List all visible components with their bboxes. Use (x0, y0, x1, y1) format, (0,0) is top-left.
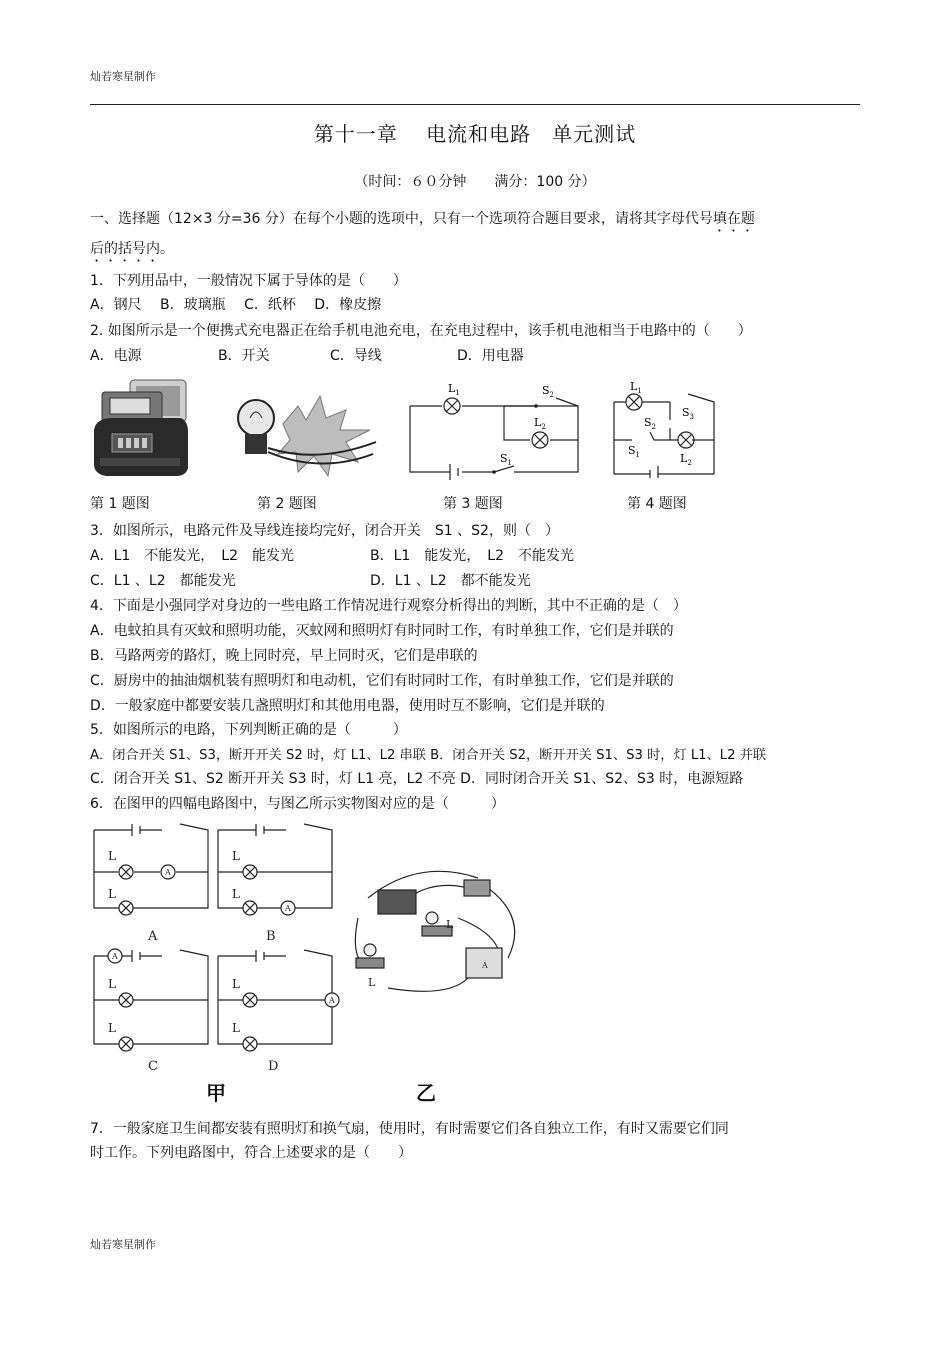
figure-6-label-b: B (266, 929, 276, 944)
svg-text:L1: $L_1$ (448, 382, 460, 397)
svg-text:A: A (165, 868, 171, 877)
question-1: 1．下列用品中，一般情况下属于导体的是（ ） (90, 273, 407, 289)
svg-text:L: L (232, 1021, 240, 1035)
question-5-options-ab: A．闭合开关 S1、S3，断开开关 S2 时，灯 L1、L2 串联 B．闭合开关 S2，断开开关 S1、S3 时，灯 L1、L2 并联 (90, 748, 767, 763)
question-7-line-2: 时工作。下列电路图中，符合上述要求的是（ ） (90, 1145, 412, 1161)
question-4-option-a: A．电蚊拍具有灭蚊和照明功能，灭蚊网和照明灯有时同时工作，有时单独工作，它们是并联的 (90, 623, 674, 639)
svg-text:L1: $L_1$ (630, 380, 642, 395)
page-subtitle: （时间：６０分钟 满分：100 分） (354, 174, 596, 190)
question-2: 2. 如图所示是一个便携式充电器正在给手机电池充电，在充电过程中，该手机电池相当于电路中的（ ） (90, 323, 752, 339)
svg-text:L: L (108, 1021, 116, 1035)
svg-text:S2: $S_2$ (644, 416, 657, 431)
svg-text:L2: $L_2$ (680, 452, 692, 467)
svg-text:L2: $L_2$ (534, 416, 546, 431)
question-2-option-d: D．用电器 (457, 348, 524, 364)
figure-6-label-d: D (268, 1059, 279, 1074)
section-intro-text: 一、选择题（12×3 分=36 分）在每个小题的选项中，只有一个选项符合题目要求，请将其字母代号 (90, 211, 713, 227)
question-7-line-1: 7．一般家庭卫生间都安装有照明灯和换气扇，使用时，有时需要它们各自独立工作，有时又需要它们同 (90, 1121, 729, 1137)
question-4-option-c: C．厨房中的抽油烟机装有照明灯和电动机，它们有时同时工作，有时单独工作，它们是并联的 (90, 673, 674, 689)
svg-text:L: L (108, 977, 116, 991)
question-5-options-cd: C．闭合开关 S1、S2 断开开关 S3 时，灯 L1 亮，L2 不亮 D．同时闭合开关 S1、S2、S3 时，电源短路 (90, 771, 744, 787)
question-1-options: A．钢尺 B．玻璃瓶 C．纸杯 D．橡皮擦 (90, 297, 382, 313)
figure-6-yi-physical (355, 871, 514, 991)
figure-6 (88, 818, 518, 1108)
question-3-option-d: D．L1 、L2 都不能发光 (370, 573, 531, 589)
section-intro-line2 (90, 238, 174, 265)
figure-3-caption: 第 3 题图 (443, 496, 503, 512)
question-4-option-b: B．马路两旁的路灯，晚上同时亮，早上同时灭，它们是串联的 (90, 648, 478, 664)
section-intro-end: 。 (160, 241, 174, 257)
figure-3-circuit (406, 380, 582, 480)
figure-6-jia-label: 甲 (206, 1081, 226, 1105)
figure-6-yi-label: 乙 (416, 1081, 436, 1105)
svg-text:L: L (108, 887, 116, 901)
question-2-option-c: C．导线 (330, 348, 382, 364)
svg-text:L: L (446, 918, 454, 931)
svg-text:L: L (368, 976, 376, 989)
svg-text:S1: $S_1$ (500, 452, 513, 467)
section-intro-emph: 填在题 (712, 211, 755, 227)
figure-6-jia-labels (147, 929, 278, 1074)
section-intro-emph2: 后的括号内 (90, 241, 160, 257)
figure-2-bulb-image (228, 384, 378, 484)
figure-6-jia-circuits (94, 824, 339, 1051)
question-3: 3．如图所示，电路元件及导线连接均完好，闭合开关 S1 、S2，则（ ） (90, 523, 559, 539)
figure-6-label-a: A (148, 929, 158, 944)
svg-text:S3: $S_3$ (682, 406, 695, 421)
question-2-option-a: A．电源 (90, 348, 142, 364)
question-3-option-a: A．L1 不能发光， L2 能发光 (90, 548, 294, 564)
svg-text:A: A (482, 961, 488, 970)
footer-maker: 灿若寒星制作 (90, 1238, 156, 1251)
question-2-option-b: B．开关 (218, 348, 270, 364)
page-title: 第十一章 电流和电路 单元测试 (313, 122, 637, 146)
figure-1-charger-image (92, 372, 190, 480)
svg-text:L: L (108, 849, 116, 863)
figure-4-circuit (610, 378, 720, 478)
figure-4-caption: 第 4 题图 (627, 496, 687, 512)
svg-text:S1: $S_1$ (628, 444, 641, 459)
question-3-option-c: C．L1 、L2 都能发光 (90, 573, 236, 589)
question-5: 5．如图所示的电路，下列判断正确的是（ ） (90, 722, 407, 738)
figure-1-caption: 第 1 题图 (90, 496, 150, 512)
svg-text:L: L (232, 887, 240, 901)
svg-text:L: L (232, 849, 240, 863)
header-rule (90, 104, 860, 105)
svg-text:S2: $S_2$ (542, 384, 555, 399)
svg-text:A: A (329, 996, 335, 1005)
question-4-option-d: D．一般家庭中都要安装几盏照明灯和其他用电器，使用时互不影响，它们是并联的 (90, 698, 605, 714)
question-3-option-b: B．L1 能发光， L2 不能发光 (370, 548, 575, 564)
svg-text:A: A (285, 904, 291, 913)
figure-2-caption: 第 2 题图 (257, 496, 317, 512)
question-6: 6．在图甲的四幅电路图中，与图乙所示实物图对应的是（ ） (90, 796, 505, 812)
figure-6-label-c: C (148, 1059, 158, 1074)
header-maker: 灿若寒星制作 (90, 70, 156, 83)
question-4: 4．下面是小强同学对身边的一些电路工作情况进行观察分析得出的判断，其中不正确的是（ ） (90, 598, 687, 614)
svg-text:A: A (112, 952, 118, 961)
svg-text:L: L (232, 977, 240, 991)
section-intro (90, 208, 755, 235)
